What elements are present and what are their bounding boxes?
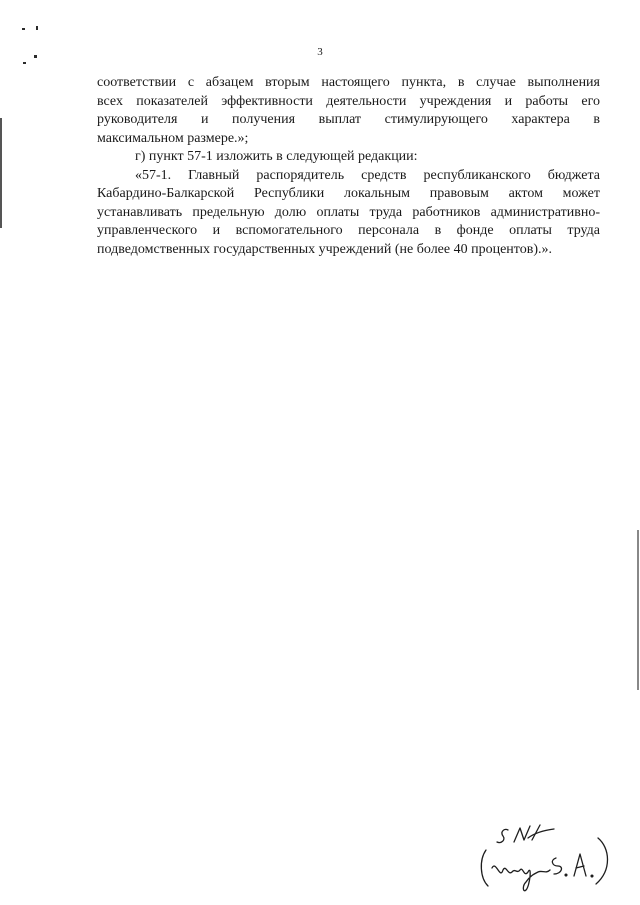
text-line: г) пункт 57-1 изложить в следующей редакции: xyxy=(135,149,418,164)
text-line: руководителя и получения выплат стимулирующего характера в xyxy=(97,112,600,127)
text-line: устанавливать предельную долю оплаты труда работников административно- xyxy=(97,204,600,220)
paragraph-continuation xyxy=(97,74,600,148)
text-line: подведомственных государственных учреждений (не более 40 процентов).». xyxy=(97,241,552,257)
text-line: управленческого и вспомогательного персонала в фонде оплаты труда xyxy=(97,223,600,238)
scan-mark xyxy=(0,118,2,228)
scan-mark xyxy=(36,26,38,30)
handwritten-signature xyxy=(470,820,620,895)
scan-mark xyxy=(23,62,26,64)
text-line: Кабардино-Балкарской Республики локальным правовым актом может xyxy=(97,186,600,201)
text-line: соответствии с абзацем вторым настоящего пункта, в случае выполнения xyxy=(97,75,600,90)
document-body xyxy=(97,74,600,259)
text-line: «57-1. Главный распорядитель средств республиканского бюджета xyxy=(135,167,600,183)
signature-drawing xyxy=(470,820,620,895)
paragraph-item-g xyxy=(97,148,600,167)
page-number: 3 xyxy=(317,46,323,58)
text-line: всех показателей эффективности деятельности учреждения и работы его xyxy=(97,93,600,109)
paragraph-clause-57-1 xyxy=(97,167,600,260)
scan-mark xyxy=(22,28,25,30)
text-line: максимальном размере.»; xyxy=(97,130,249,146)
scan-mark xyxy=(637,530,639,690)
